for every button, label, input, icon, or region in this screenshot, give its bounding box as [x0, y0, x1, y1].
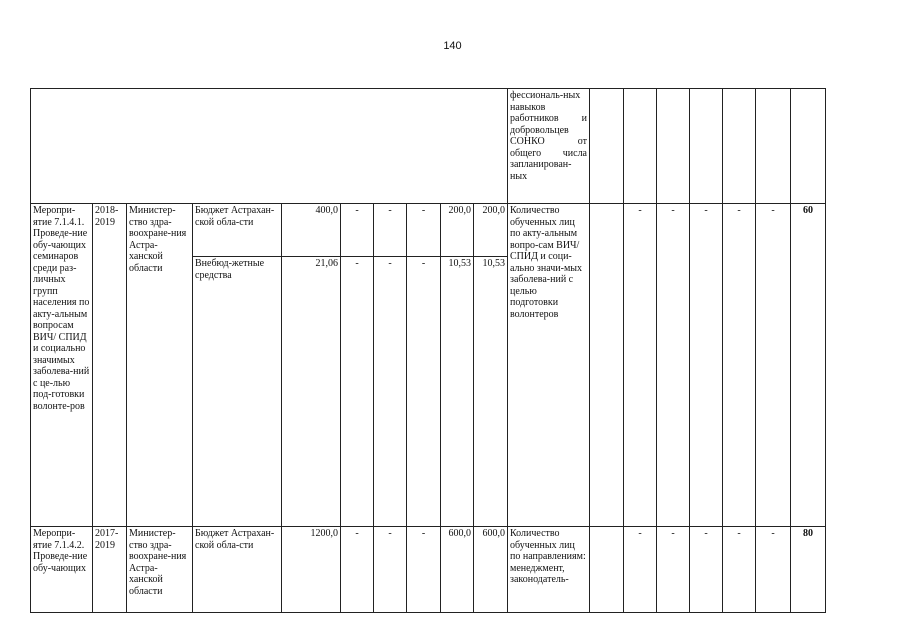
program-table — [30, 88, 826, 613]
table-row — [31, 204, 826, 257]
target-cell: - — [624, 204, 657, 527]
funding-year-cell: - — [341, 527, 374, 613]
indicator-cell: Количество обученных лиц по направлениям: менеджмент, законодатель- — [508, 527, 590, 613]
event-name-cell: Меропри-ятие 7.1.4.1. Проведе-ние обу-чающих семинаров среди раз-личных групп населения по акту-альным вопросам ВИЧ/ СПИД и социально значимых заболева-ний с це-лью под-готовки волонте-ров — [31, 204, 93, 527]
funding-year-cell: - — [374, 257, 407, 527]
executor-cell: Министер-ство здра-воохране-ния Астра-ханской области — [127, 527, 193, 613]
funding-year-cell: 600,0 — [441, 527, 474, 613]
empty-cell — [657, 89, 690, 204]
funding-year-cell: - — [407, 204, 441, 257]
empty-cell — [723, 89, 756, 204]
years-cell: 2017-2019 — [93, 527, 127, 613]
funding-source-cell: Внебюд-жетные средства — [193, 257, 282, 527]
target-cell: - — [657, 204, 690, 527]
funding-year-cell: - — [374, 204, 407, 257]
table-row — [31, 527, 826, 613]
funding-year-cell: 200,0 — [441, 204, 474, 257]
funding-year-cell: 600,0 — [474, 527, 508, 613]
funding-year-cell: - — [341, 204, 374, 257]
empty-cell — [590, 89, 624, 204]
funding-source-cell: Бюджет Астрахан-ской обла-сти — [193, 204, 282, 257]
funding-source-cell: Бюджет Астрахан-ской обла-сти — [193, 527, 282, 613]
funding-year-cell: 10,53 — [441, 257, 474, 527]
continuation-row — [31, 89, 826, 204]
empty-cell — [690, 89, 723, 204]
target-cell: - — [624, 527, 657, 613]
empty-cell — [590, 204, 624, 527]
page-number: 140 — [443, 40, 462, 52]
years-cell: 2018-2019 — [93, 204, 127, 527]
target-cell: - — [723, 527, 756, 613]
target-cell: - — [690, 204, 723, 527]
funding-total-cell: 1200,0 — [282, 527, 341, 613]
empty-cell — [590, 527, 624, 613]
funding-total-cell: 400,0 — [282, 204, 341, 257]
funding-year-cell: - — [374, 527, 407, 613]
funding-year-cell: - — [407, 257, 441, 527]
funding-total-cell: 21,06 — [282, 257, 341, 527]
funding-year-cell: 10,53 — [474, 257, 508, 527]
target-cell: - — [690, 527, 723, 613]
target-cell: 60 — [791, 204, 826, 527]
empty-cell — [624, 89, 657, 204]
indicator-cell: Количество обученных лиц по акту-альным вопро-сам ВИЧ/ СПИД и соци-ально значи-мых заболева-ний с целью подготовки волонтеров — [508, 204, 590, 527]
funding-year-cell: 200,0 — [474, 204, 508, 257]
target-cell: - — [657, 527, 690, 613]
funding-year-cell: - — [341, 257, 374, 527]
target-cell: - — [756, 527, 791, 613]
target-cell: - — [756, 204, 791, 527]
target-cell: 80 — [791, 527, 826, 613]
executor-cell: Министер-ство здра-воохране-ния Астра-ханской области — [127, 204, 193, 527]
empty-merged-cell — [31, 89, 508, 204]
target-cell: - — [723, 204, 756, 527]
empty-cell — [791, 89, 826, 204]
funding-year-cell: - — [407, 527, 441, 613]
continued-indicator-cell: фессиональ-ных навыков работников и добровольцев СОНКО от общего числа запланирован-ных — [508, 89, 590, 204]
event-name-cell: Меропри-ятие 7.1.4.2. Проведе-ние обу-чающих — [31, 527, 93, 613]
empty-cell — [756, 89, 791, 204]
